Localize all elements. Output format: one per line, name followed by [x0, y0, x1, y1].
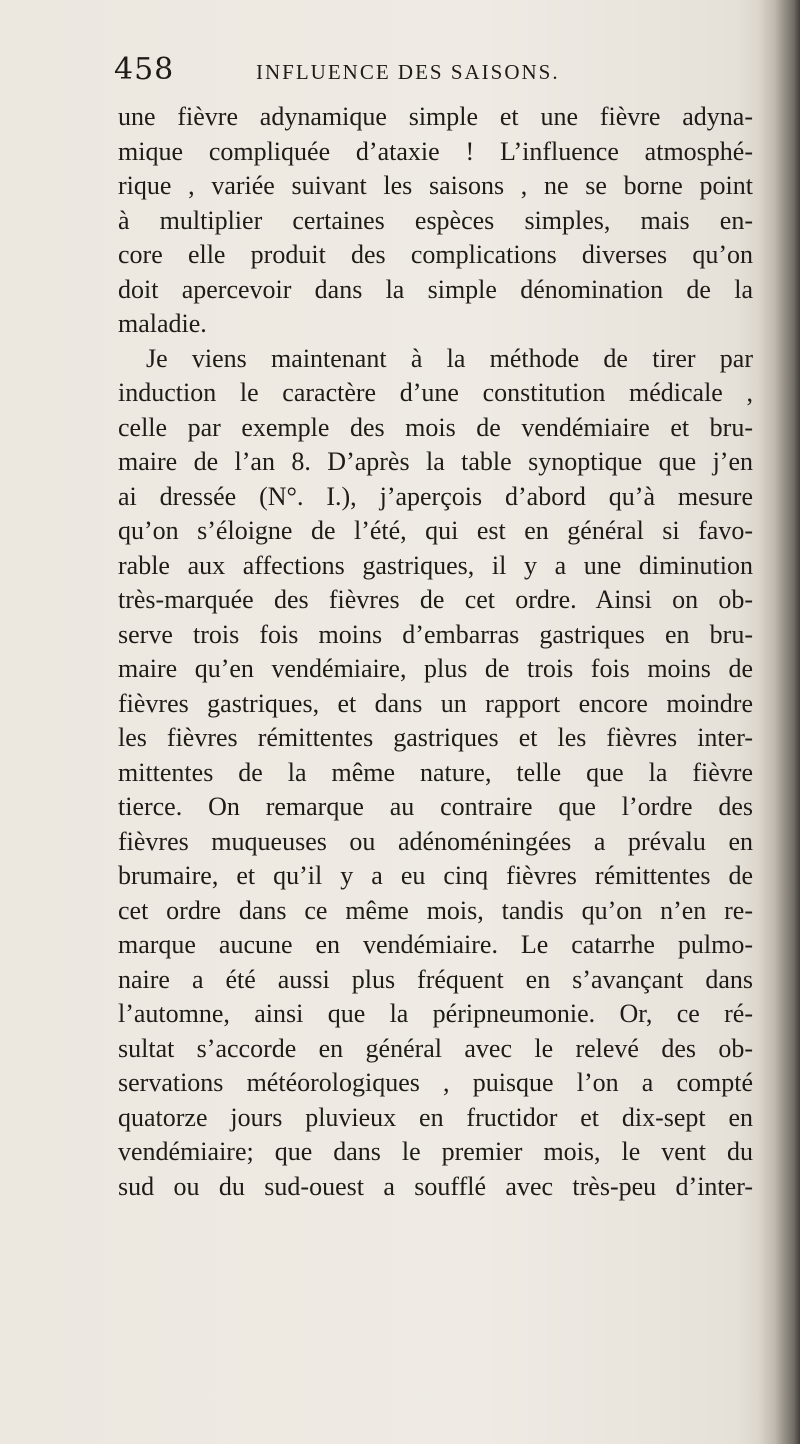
text-line: l’automne, ainsi que la péripneumonie. Or, ce ré- [118, 999, 753, 1028]
text-line: qu’on s’éloigne de l’été, qui est en général si favo- [118, 516, 753, 545]
text-line: maladie. [118, 309, 207, 338]
text-line: mittentes de la même nature, telle que la fièvre [118, 757, 753, 787]
text-line: core elle produit des complications diverses qu’on [118, 240, 753, 269]
page-number: 458 [114, 52, 175, 87]
text-line: vendémiaire; que dans le premier mois, le vent du [118, 1137, 753, 1166]
text-line: serve trois fois moins d’embarras gastriques en bru- [118, 619, 753, 649]
text-line: ai dressée (N°. I.), j’aperçois d’abord qu’à mesure [118, 481, 753, 511]
text-line: marque aucune en vendémiaire. Le catarrhe pulmo- [118, 930, 753, 959]
text-line: très-marquée des fièvres de cet ordre. Ainsi on ob- [118, 585, 753, 614]
text-line: maire de l’an 8. D’après la table synoptique que j’en [118, 447, 753, 476]
text-line: à multiplier certaines espèces simples, mais en- [118, 205, 753, 235]
text-line: rable aux affections gastriques, il y a une diminution [118, 550, 753, 580]
text-line: induction le caractère d’une constitution médicale , [118, 378, 753, 407]
text-line: maire qu’en vendémiaire, plus de trois fois moins de [118, 654, 753, 683]
paragraph-start-line: Je viens maintenant à la méthode de tirer par [146, 343, 753, 373]
body-text [118, 100, 753, 1204]
text-line: tierce. On remarque au contraire que l’ordre des [118, 792, 753, 821]
text-line: mique compliquée d’ataxie ! L’influence atmosphé- [118, 136, 753, 166]
text-line: sud ou du sud-ouest a soufflé avec très-peu d’inter- [118, 1171, 753, 1201]
book-gutter-shadow [758, 0, 800, 1444]
text-line: rique , variée suivant les saisons , ne se borne point [118, 171, 753, 200]
text-line: fièvres muqueuses ou adénoméningées a prévalu en [118, 826, 753, 856]
page-header [114, 52, 714, 96]
text-line: quatorze jours pluvieux en fructidor et dix-sept en [118, 1102, 753, 1132]
text-line: sultat s’accorde en général avec le relevé des ob- [118, 1033, 753, 1063]
text-line: naire a été aussi plus fréquent en s’avançant dans [118, 964, 753, 994]
text-line: une fièvre adynamique simple et une fièvre adyna- [118, 102, 753, 131]
text-line: doit apercevoir dans la simple dénomination de la [118, 274, 753, 304]
running-title: INFLUENCE DES SAISONS. [256, 60, 560, 84]
text-line: servations météorologiques , puisque l’on a compté [118, 1068, 753, 1097]
text-line: brumaire, et qu’il y a eu cinq fièvres rémittentes de [118, 861, 753, 890]
text-line: fièvres gastriques, et dans un rapport encore moindre [118, 688, 753, 718]
text-line: cet ordre dans ce même mois, tandis qu’on n’en re- [118, 895, 753, 925]
text-line: celle par exemple des mois de vendémiaire et bru- [118, 412, 753, 442]
text-line: les fièvres rémittentes gastriques et les fièvres inter- [118, 723, 753, 752]
